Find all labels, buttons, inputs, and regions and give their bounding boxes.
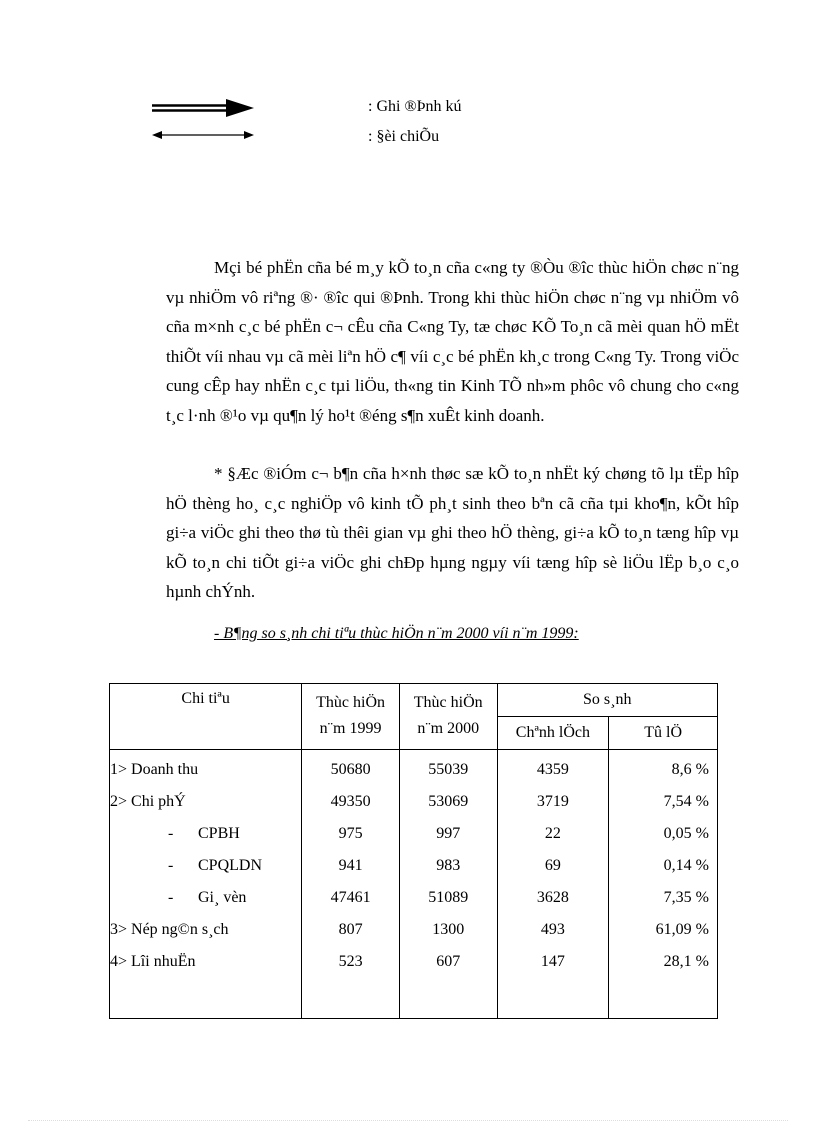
empty-cell — [110, 978, 302, 1019]
header-2000 — [399, 684, 497, 750]
page-bottom-divider — [28, 1120, 788, 1121]
table-row — [110, 946, 718, 978]
row-label — [110, 850, 302, 882]
cell-1999: 941 — [302, 850, 400, 882]
cell-2000: 607 — [399, 946, 497, 978]
table-row — [110, 818, 718, 850]
cell-2000: 51089 — [399, 882, 497, 914]
cell-difference: 147 — [497, 946, 609, 978]
cell-difference: 22 — [497, 818, 609, 850]
header-2000-line2: n¨m 2000 — [417, 720, 480, 737]
table-row — [110, 882, 718, 914]
cell-2000: 53069 — [399, 786, 497, 818]
header-2000-line1: Thùc hiÖn — [413, 694, 483, 711]
table-caption: - B¶ng so s¸nh chi tiªu thùc hiÖn n¨m 2000 víi n¨m 1999: — [214, 625, 579, 642]
legend-item-periodic — [152, 94, 552, 124]
cell-difference: 3719 — [497, 786, 609, 818]
header-1999 — [302, 684, 400, 750]
row-dash: - — [168, 889, 174, 906]
table-row — [110, 750, 718, 787]
header-difference: Chªnh lÖch — [497, 717, 609, 750]
cell-difference: 4359 — [497, 750, 609, 787]
cell-2000: 997 — [399, 818, 497, 850]
cell-1999: 47461 — [302, 882, 400, 914]
empty-cell — [399, 978, 497, 1019]
header-1999-line1: Thùc hiÖn — [316, 694, 385, 711]
cell-1999: 523 — [302, 946, 400, 978]
cell-difference: 493 — [497, 914, 609, 946]
empty-cell — [497, 978, 609, 1019]
legend-text-periodic: : Ghi ®Þnh kú — [368, 98, 462, 115]
legend-text-reconcile: : §èi chiÕu — [368, 128, 440, 145]
row-label — [110, 882, 302, 914]
row-label: 4> Lîi nhuËn — [110, 946, 302, 978]
cell-ratio: 7,54 % — [609, 786, 718, 818]
cell-difference: 3628 — [497, 882, 609, 914]
cell-ratio: 0,05 % — [609, 818, 718, 850]
row-label-text: CPBH — [198, 825, 240, 842]
cell-2000: 55039 — [399, 750, 497, 787]
row-dash: - — [168, 857, 174, 874]
row-label-text: CPQLDN — [198, 857, 263, 874]
empty-cell — [609, 978, 718, 1019]
cell-ratio: 8,6 % — [609, 750, 718, 787]
row-dash: - — [168, 825, 174, 842]
row-label: 1> Doanh thu — [110, 750, 302, 787]
cell-ratio: 0,14 % — [609, 850, 718, 882]
header-1999-line2: n¨m 1999 — [319, 720, 382, 737]
cell-difference: 69 — [497, 850, 609, 882]
cell-ratio: 61,09 % — [609, 914, 718, 946]
cell-2000: 983 — [399, 850, 497, 882]
row-label: 3> Nép ng©n s¸ch — [110, 914, 302, 946]
row-label: 2> Chi phÝ — [110, 786, 302, 818]
cell-ratio: 28,1 % — [609, 946, 718, 978]
double-arrow-icon — [152, 94, 256, 124]
legend-item-reconcile — [152, 124, 552, 154]
bidirectional-arrow-icon — [152, 124, 256, 154]
comparison-table — [109, 683, 718, 1019]
table-row-empty — [110, 978, 718, 1019]
table-row — [110, 786, 718, 818]
empty-cell — [302, 978, 400, 1019]
header-indicator: Chi tiªu — [110, 684, 302, 750]
cell-1999: 50680 — [302, 750, 400, 787]
row-label — [110, 818, 302, 850]
header-comparison: So s¸nh — [497, 684, 717, 717]
cell-ratio: 7,35 % — [609, 882, 718, 914]
cell-2000: 1300 — [399, 914, 497, 946]
table-row — [110, 914, 718, 946]
cell-1999: 975 — [302, 818, 400, 850]
table-row — [110, 850, 718, 882]
row-label-text: Gi¸ vèn — [198, 889, 247, 906]
cell-1999: 49350 — [302, 786, 400, 818]
paragraph-departments: Mçi bé phËn cña bé m¸y kÕ to¸n cña c«ng ty ®Òu ®îc thùc hiÖn chøc n¨ng vµ nhiÖm vô riªng ®· ®îc qui ®Þnh. Trong khi thùc hiÖn chøc n¨ng vµ nhiÖm vô cña m×nh c¸c bé phËn c¬ cÊu cña C«ng Ty, tæ chøc KÕ To¸n cã mèi quan hÖ mËt thiÕt víi nhau vµ cã mèi liªn hÖ c¶ víi c¸c bé phËn kh¸c trong C«ng Ty. Trong viÖc cung cÊp hay nhËn c¸c tµi liÖu, th«ng tin Kinh TÕ nh»m phôc vô chung cho c«ng t¸c l·nh ®¹o vµ qu¶n lý ho¹t ®éng s¶n xuÊt kinh doanh. — [166, 258, 739, 425]
header-ratio: Tû lÖ — [609, 717, 718, 750]
paragraph-ledger-form: * §Æc ®iÓm c¬ b¶n cña h×nh thøc sæ kÕ to¸n nhËt ký chøng tõ lµ tËp hîp hÖ thèng ho¸ c¸c nghiÖp vô kinh tÕ ph¸t sinh theo bªn cã cña tµi kho¶n, kÕt hîp gi÷a viÖc ghi theo thø tù thêi gian vµ ghi theo hÖ thèng, gi÷a kÕ to¸n tæng hîp vµ kÕ to¸n chi tiÕt gi÷a viÖc ghi chÐp hµng ngµy víi tæng hîp sè liÖu lËp b¸o c¸o hµnh chÝnh. — [166, 464, 739, 601]
table-header-row — [110, 684, 718, 717]
cell-1999: 807 — [302, 914, 400, 946]
